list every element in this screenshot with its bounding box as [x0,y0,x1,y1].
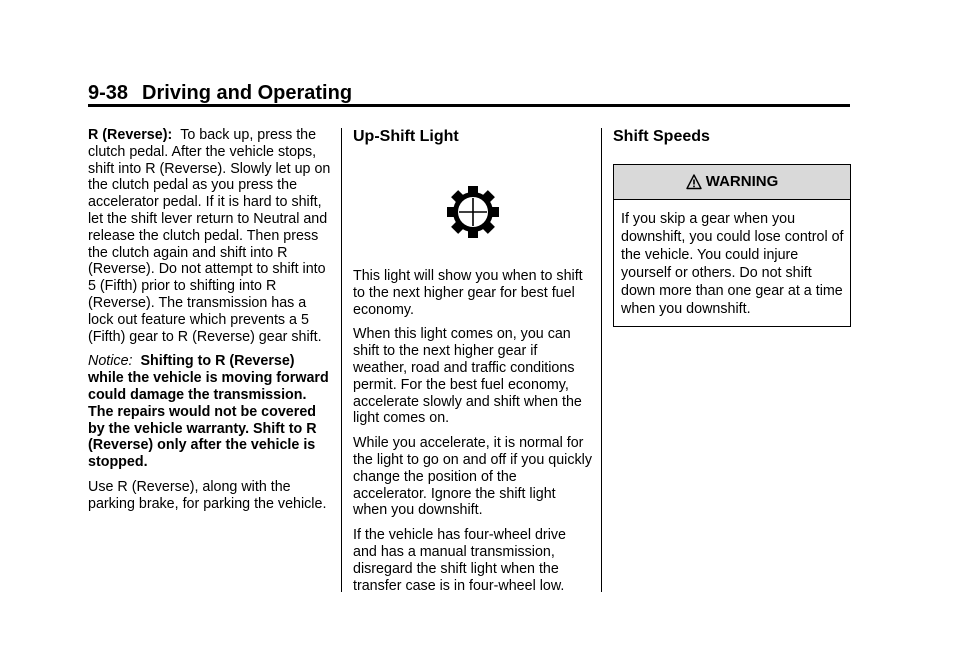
upshift-p2: When this light comes on, you can shift to the next higher gear if weather, road and traffic conditions permit. For the best fuel economy, accelerate slowly and shift when the light comes on. [353,326,582,427]
column-divider-2 [601,128,602,592]
upshift-p4: If the vehicle has four-wheel drive and has a manual transmission, disregard the shift light when the transfer case is in four-wheel low. [353,527,566,594]
upshift-p3: While you accelerate, it is normal for the light to go on and off if you quickly change the position of the accelerator. Ignore the shift light when you downshift. [353,435,592,519]
warning-title: WARNING [705,172,779,190]
notice-text: Shifting to R (Reverse) while the vehicle is moving forward could damage the transmission. The repairs would not be covered by the vehicle warranty. Shift to R (Reverse) only after the vehicle is stopped. [88,353,329,471]
parking-paragraph: Use R (Reverse), along with the parking brake, for parking the vehicle. [88,478,327,512]
shift-speeds-heading: Shift Speeds [613,128,710,145]
reverse-paragraph [88,127,332,345]
column-1 [88,127,332,521]
column-3 [613,128,851,327]
page-number: 9-38 [88,82,129,104]
notice-paragraph [88,353,332,471]
warning-header [614,165,850,200]
warning-triangle-icon [686,174,702,190]
column-2 [353,128,593,602]
reverse-text: To back up, press the clutch pedal. After the vehicle stops, shift into R (Reverse). Slowly let up on the clutch pedal as you press the accelerator pedal. If it is hard to shift, let the shift lever return to Neutral and release the clutch pedal. Then press the clutch again and shift into R (Reverse). Do not attempt to shift into 5 (Fifth) prior to shifting into R (Reverse). The transmission has a lock out feature which prevents a 5 (Fifth) gear to R (Reverse) gear shift. [88,127,331,345]
upshift-gear-icon [445,184,501,240]
upshift-icon-wrap [353,184,593,240]
warning-box [613,164,851,327]
column-divider-1 [341,128,342,592]
upshift-heading: Up-Shift Light [353,128,459,145]
page-header [88,82,850,104]
section-title: Driving and Operating [142,82,353,104]
notice-label: Notice: [88,353,133,370]
warning-text: If you skip a gear when you downshift, you could lose control of the vehicle. You could injure yourself or others. Do not shift down more than one gear at a time when you downshift. [621,211,844,317]
upshift-p1: This light will show you when to shift to the next higher gear for best fuel economy. [353,268,583,318]
header-rule [88,104,850,107]
reverse-lead: R (Reverse): [88,127,173,143]
